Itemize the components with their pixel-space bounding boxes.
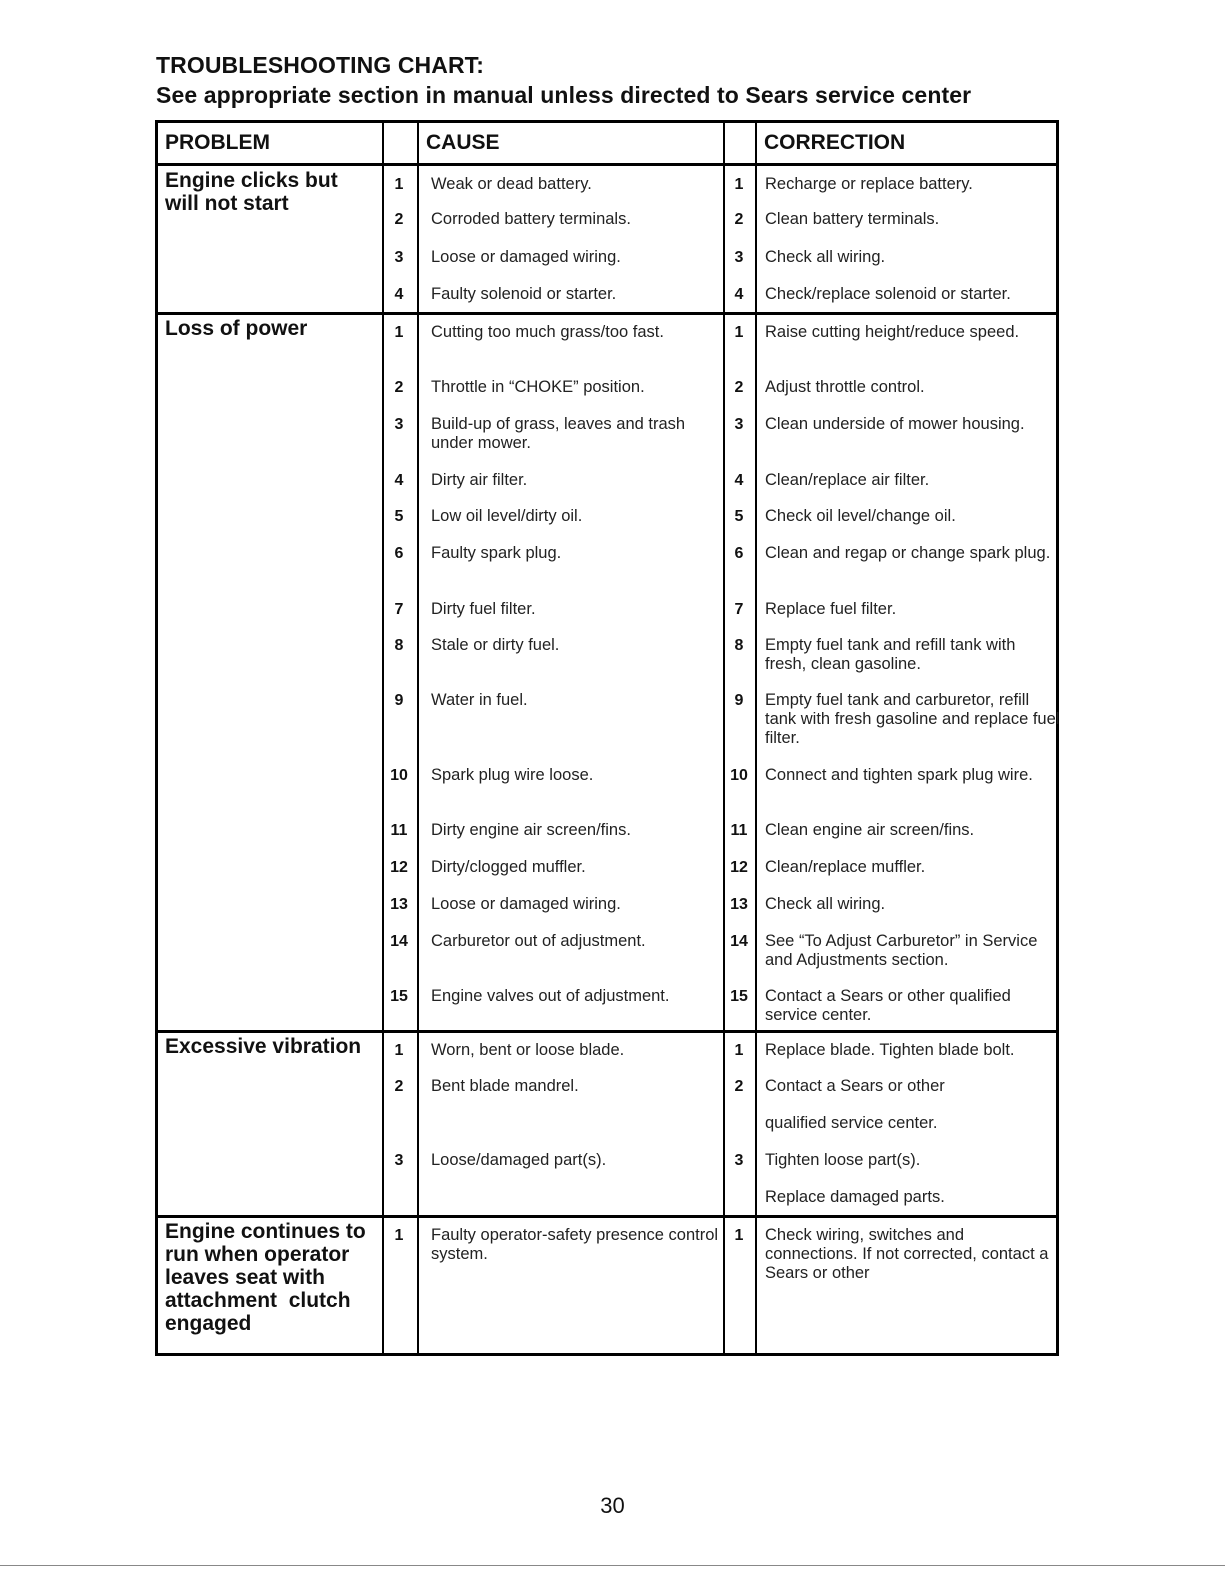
correction-text: Empty fuel tank and refill tank with fresh, clean gasoline. — [765, 636, 1016, 673]
correction-number: 1 — [734, 1042, 744, 1059]
correction-text: Check oil level/change oil. — [765, 507, 956, 525]
cause-text: Throttle in “CHOKE” position. — [431, 378, 645, 396]
cause-text: Low oil level/dirty oil. — [431, 507, 583, 525]
correction-text: Tighten loose part(s). — [765, 1151, 921, 1169]
troubleshooting-table — [155, 120, 1059, 1356]
correction-number: 3 — [734, 1152, 744, 1169]
bottom-divider — [0, 1565, 1225, 1566]
cause-text: Cutting too much grass/too fast. — [431, 323, 664, 341]
correction-text: Check/replace solenoid or starter. — [765, 285, 1011, 303]
cause-number: 4 — [394, 472, 404, 489]
correction-number: 1 — [734, 1227, 744, 1244]
cause-text: Loose/damaged part(s). — [431, 1151, 607, 1169]
correction-number: 5 — [734, 508, 744, 525]
cause-number: 12 — [390, 859, 408, 876]
row-divider — [158, 1030, 1056, 1033]
correction-text: Connect and tighten spark plug wire. — [765, 766, 1033, 784]
cause-number: 2 — [394, 379, 404, 396]
cause-number: 8 — [394, 637, 404, 654]
correction-number: 9 — [734, 692, 744, 709]
cause-text: Stale or dirty fuel. — [431, 636, 560, 654]
row-divider — [158, 312, 1056, 315]
correction-text: Clean underside of mower housing. — [765, 415, 1025, 433]
correction-text: Clean/replace muffler. — [765, 858, 926, 876]
correction-number: 15 — [730, 988, 748, 1005]
correction-text: Clean and regap or change spark plug. — [765, 544, 1051, 562]
correction-text: Contact a Sears or other qualified service center. — [765, 987, 1011, 1024]
column-divider — [417, 123, 419, 1353]
correction-text: Recharge or replace battery. — [765, 175, 973, 193]
correction-text: Check all wiring. — [765, 895, 886, 913]
cause-text: Faulty spark plug. — [431, 544, 562, 562]
cause-text: Dirty fuel filter. — [431, 600, 536, 618]
cause-number: 14 — [390, 933, 408, 950]
correction-number: 2 — [734, 379, 744, 396]
cause-text: Water in fuel. — [431, 691, 528, 709]
correction-text: Check wiring, switches and connections. If not corrected, contact a Sears or other — [765, 1226, 1049, 1282]
correction-text: Replace fuel filter. — [765, 600, 897, 618]
correction-number: 3 — [734, 416, 744, 433]
cause-text: Faulty operator-safety presence control system. — [431, 1226, 719, 1263]
correction-number: 2 — [734, 1078, 744, 1095]
cause-text: Weak or dead battery. — [431, 175, 592, 193]
cause-number: 9 — [394, 692, 404, 709]
cause-text: Build-up of grass, leaves and trash under mower. — [431, 415, 686, 452]
correction-text: Empty fuel tank and carburetor, refill tank with fresh gasoline and replace fuel filter. — [765, 691, 1060, 747]
problem-label: Loss of power — [165, 317, 308, 340]
cause-number: 1 — [394, 1227, 404, 1244]
correction-text: See “To Adjust Carburetor” in Service and Adjustments section. — [765, 932, 1038, 969]
cause-number: 1 — [394, 324, 404, 341]
correction-text: Replace blade. Tighten blade bolt. — [765, 1041, 1015, 1059]
cause-number: 3 — [394, 416, 404, 433]
correction-number: 10 — [730, 767, 748, 784]
page-number: 30 — [600, 1493, 625, 1518]
cause-text: Faulty solenoid or starter. — [431, 285, 617, 303]
cause-number: 4 — [394, 286, 404, 303]
cause-text: Loose or damaged wiring. — [431, 895, 621, 913]
correction-text: Raise cutting height/reduce speed. — [765, 323, 1020, 341]
cause-number: 1 — [394, 176, 404, 193]
cause-text: Bent blade mandrel. — [431, 1077, 579, 1095]
cause-number: 6 — [394, 545, 404, 562]
cause-number: 2 — [394, 1078, 404, 1095]
problem-label: Engine continues to run when operator leaves seat with attachment clutch engaged — [165, 1220, 366, 1335]
cause-text: Carburetor out of adjustment. — [431, 932, 646, 950]
cause-text: Corroded battery terminals. — [431, 210, 631, 228]
correction-number: 13 — [730, 896, 748, 913]
correction-number: 2 — [734, 211, 744, 228]
cause-text: Loose or damaged wiring. — [431, 248, 621, 266]
cause-text: Dirty air filter. — [431, 471, 528, 489]
problem-label: Excessive vibration — [165, 1035, 362, 1058]
page-subtitle: See appropriate section in manual unless directed to Sears service center — [156, 82, 972, 108]
correction-number: 1 — [734, 176, 744, 193]
correction-number: 3 — [734, 249, 744, 266]
cause-number: 11 — [390, 822, 408, 839]
page-title: TROUBLESHOOTING CHART: — [156, 52, 485, 78]
cause-number: 15 — [390, 988, 408, 1005]
cause-text: Engine valves out of adjustment. — [431, 987, 670, 1005]
correction-number: 4 — [734, 472, 744, 489]
correction-text: Check all wiring. — [765, 248, 886, 266]
cause-number: 13 — [390, 896, 408, 913]
correction-number: 8 — [734, 637, 744, 654]
cause-number: 10 — [390, 767, 408, 784]
correction-text: Clean engine air screen/fins. — [765, 821, 975, 839]
cause-text: Dirty/clogged muffler. — [431, 858, 586, 876]
correction-number: 14 — [730, 933, 748, 950]
correction-number: 4 — [734, 286, 744, 303]
cause-number: 1 — [394, 1042, 404, 1059]
cause-number: 2 — [394, 211, 404, 228]
header-problem: PROBLEM — [165, 131, 270, 154]
header-cause: CAUSE — [426, 131, 500, 154]
cause-number: 3 — [394, 1152, 404, 1169]
cause-number: 7 — [394, 601, 404, 618]
problem-label: Engine clicks but will not start — [165, 169, 338, 215]
cause-text: Spark plug wire loose. — [431, 766, 594, 784]
cause-text: Dirty engine air screen/fins. — [431, 821, 631, 839]
row-divider — [158, 1215, 1056, 1218]
correction-text: Clean battery terminals. — [765, 210, 940, 228]
correction-number: 12 — [730, 859, 748, 876]
correction-text: Replace damaged parts. — [765, 1188, 945, 1206]
column-divider — [755, 123, 757, 1353]
correction-text: Adjust throttle control. — [765, 378, 925, 396]
correction-text: Clean/replace air filter. — [765, 471, 930, 489]
correction-number: 6 — [734, 545, 744, 562]
cause-number: 5 — [394, 508, 404, 525]
cause-text: Worn, bent or loose blade. — [431, 1041, 625, 1059]
cause-number: 3 — [394, 249, 404, 266]
row-divider — [158, 163, 1056, 166]
correction-number: 11 — [730, 822, 748, 839]
correction-number: 7 — [734, 601, 744, 618]
header-correction: CORRECTION — [764, 131, 906, 154]
correction-text: qualified service center. — [765, 1114, 938, 1132]
correction-text: Contact a Sears or other — [765, 1077, 945, 1095]
correction-number: 1 — [734, 324, 744, 341]
